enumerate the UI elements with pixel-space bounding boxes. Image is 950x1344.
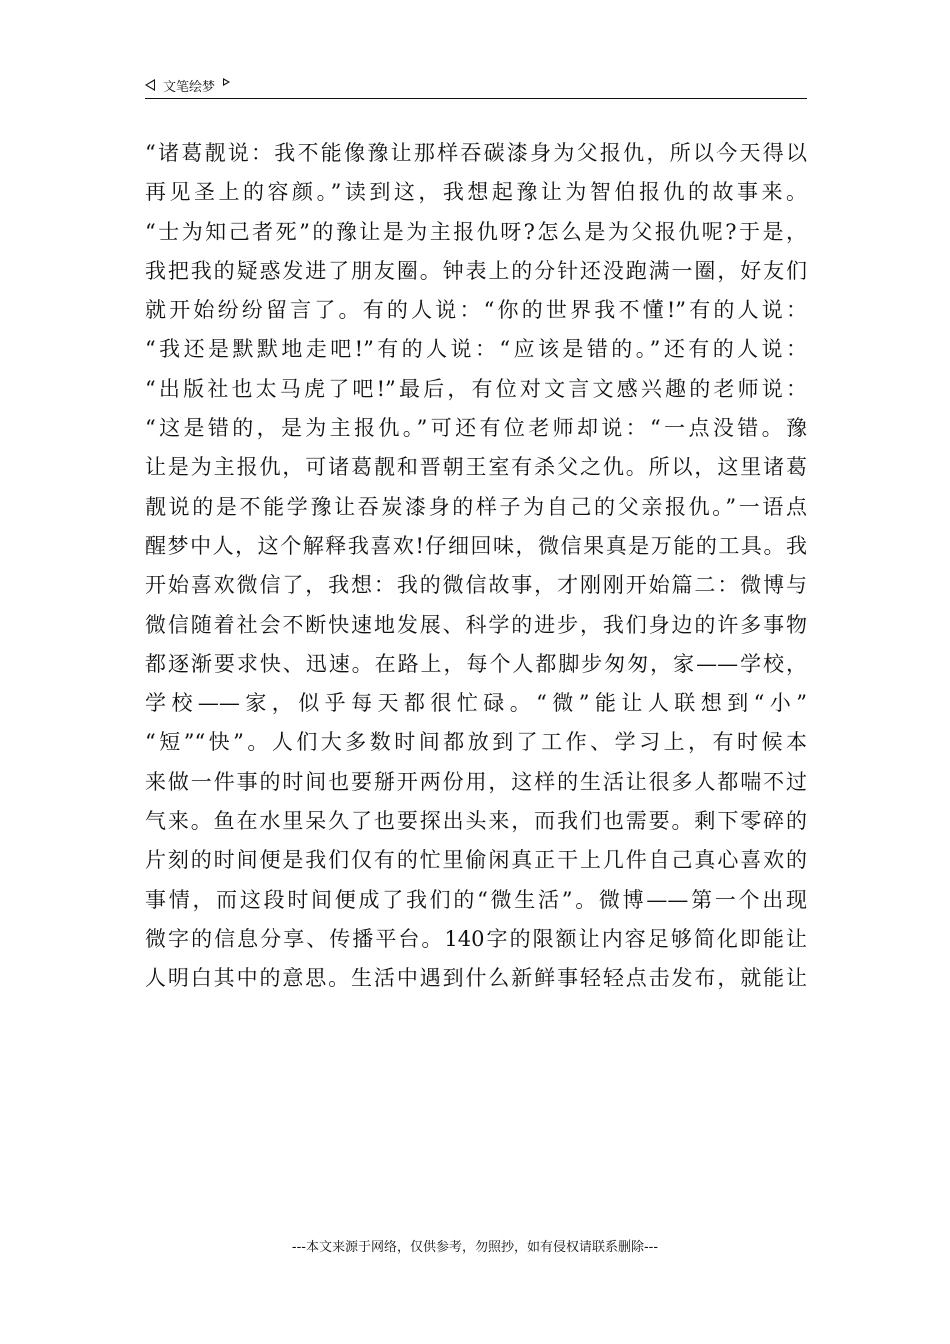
text-line: 都逐渐要求快、迅速。在路上，每个人都脚步匆匆，家——学校， [145,651,807,676]
text-line: 让是为主报仇，可诸葛靓和晋朝王室有杀父之仇。所以，这里诸葛 [145,455,807,480]
text-line: 微信随着社会不断快速地发展、科学的进步，我们身边的许多事物 [145,612,807,637]
text-line: 片刻的时间便是我们仅有的忙里偷闲真正干上几件自己真心喜欢的 [145,848,807,873]
text-line: 人明白其中的意思。生活中遇到什么新鲜事轻轻点击发布，就能让 [145,966,807,991]
text-line: “短”“快”。人们大多数时间都放到了工作、学习上，有时候本 [145,730,807,755]
text-line: “诸葛靓说：我不能像豫让那样吞碳漆身为父报仇，所以今天得以 [145,141,807,165]
text-line: 我把我的疑惑发进了朋友圈。钟表上的分针还没跑满一圈，好友们 [145,258,807,283]
text-line: “我还是默默地走吧!”有的人说：“应该是错的。”还有的人说： [145,337,807,362]
text-line: 就开始纷纷留言了。有的人说：“你的世界我不懂!”有的人说： [145,298,807,323]
text-line: 醒梦中人，这个解释我喜欢!仔细回味，微信果真是万能的工具。我 [145,533,807,558]
page-header [145,74,807,96]
text-line: 气来。鱼在水里呆久了也要探出头来，而我们也需要。剩下零碎的 [145,809,807,834]
triangle-right-icon [223,78,230,86]
text-line: “士为知己者死”的豫让是为主报仇呀?怎么是为父报仇呢?于是， [145,219,807,244]
text-line: 开始喜欢微信了，我想：我的微信故事，才刚刚开始篇二：微博与 [145,573,807,598]
text-line: “出版社也太马虎了吧!”最后，有位对文言文感兴趣的老师说： [145,376,807,401]
body-text [145,134,807,999]
page-footer: ---本文来源于网络，仅供参考，勿照抄，如有侵权请联系删除--- [291,1240,659,1255]
text-line: 学校——家，似乎每天都很忙碌。“微”能让人联想到“小” [145,691,807,716]
text-line: 微字的信息分享、传播平台。140字的限额让内容足够简化即能让 [145,926,807,951]
triangle-left-icon [145,79,155,91]
text-line: 事情，而这段时间便成了我们的“微生活”。微博——第一个出现 [145,887,807,912]
header-title: 文笔绘梦 [163,79,216,95]
text-line: “这是错的，是为主报仇。”可还有位老师却说：“一点没错。豫 [145,416,807,441]
header-divider [145,98,807,99]
text-line: 来做一件事的时间也要掰开两份用，这样的生活让很多人都喘不过 [145,769,807,794]
text-line: 再见圣上的容颜。”读到这，我想起豫让为智伯报仇的故事来。 [145,180,807,205]
text-line: 靓说的是不能学豫让吞炭漆身的样子为自己的父亲报仇。”一语点 [145,494,807,519]
